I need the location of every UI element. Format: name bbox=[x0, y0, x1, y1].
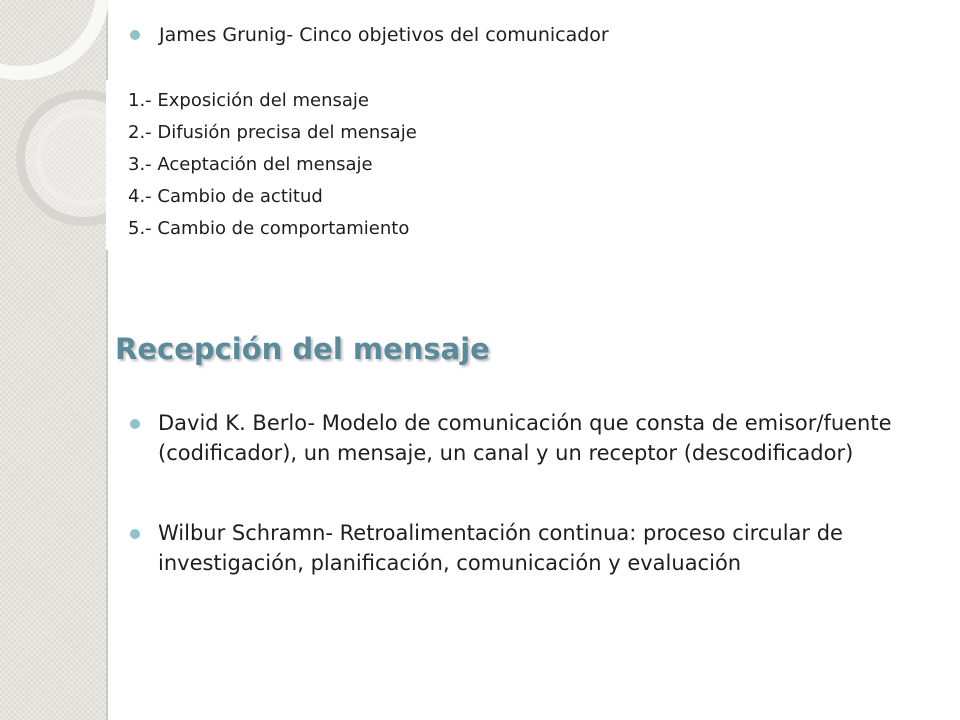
objective-item: 1.- Exposición del mensaje bbox=[128, 90, 369, 111]
bullet-dot-icon bbox=[130, 30, 140, 40]
schramm-bullet bbox=[130, 518, 920, 578]
berlo-bullet-text: David K. Berlo- Modelo de comunicación que consta de emisor/fuente (codificador), un mensaje, un canal y un receptor (descodificador) bbox=[158, 411, 892, 465]
grunig-bullet bbox=[130, 24, 609, 46]
objectives-list bbox=[128, 88, 417, 248]
decorative-ring-top bbox=[0, 0, 110, 80]
objective-item: 3.- Aceptación del mensaje bbox=[128, 154, 373, 175]
bullet-dot-icon bbox=[130, 419, 140, 429]
objective-item: 4.- Cambio de actitud bbox=[128, 186, 323, 207]
decorative-side-band bbox=[0, 0, 108, 720]
objective-item: 2.- Difusión precisa del mensaje bbox=[128, 122, 417, 143]
schramm-bullet-text: Wilbur Schramn- Retroalimentación continua: proceso circular de investigación, planificación, comunicación y evaluación bbox=[158, 521, 843, 575]
objective-item: 5.- Cambio de comportamiento bbox=[128, 218, 410, 239]
grunig-bullet-text: James Grunig- Cinco objetivos del comunicador bbox=[159, 24, 609, 46]
bullet-dot-icon bbox=[130, 529, 140, 539]
berlo-bullet bbox=[130, 408, 920, 468]
section-heading: Recepción del mensaje bbox=[115, 332, 490, 366]
